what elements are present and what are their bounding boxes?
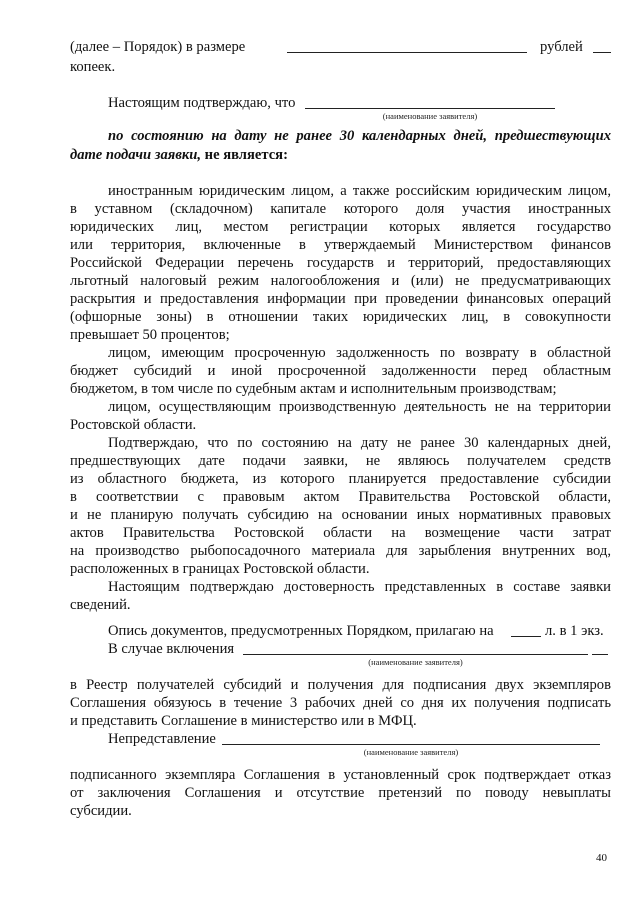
rubles-label: рублей xyxy=(540,39,583,55)
applicant-blank-2 xyxy=(243,654,588,655)
page-number: 40 xyxy=(596,852,607,864)
p4-line: из областного бюджета, из которого планируется предоставление субсидии xyxy=(70,471,611,487)
p4-line: предшествующих дате подачи заявки, не являюсь получателем средств xyxy=(70,453,611,469)
p1-line: Российской Федерации перечень государств и территорий, предоставляющих xyxy=(70,255,611,271)
p1-line: превышает 50 процентов; xyxy=(70,327,230,343)
p1-line: (офшорные зоны) в отношении таких юридических лиц, в совокупности xyxy=(70,309,611,325)
p3-line: Ростовской области. xyxy=(70,417,197,433)
p1-line: юридических лиц, местом регистрации которых является государство xyxy=(70,219,611,235)
p4-line: в соответствии с правовым актом Правительства Ростовской области, xyxy=(70,489,611,505)
inclusion-line: и представить Соглашение в министерство или в МФЦ. xyxy=(70,713,417,729)
amount-blank xyxy=(287,52,527,53)
applicant-blank-3 xyxy=(222,744,600,745)
p4-line: актов Правительства Ростовской области на возмещение части затрат xyxy=(70,525,611,541)
p2-line: бюджетом, в том числе по судебным актам и исполнительным производствам; xyxy=(70,381,557,397)
applicant-blank-1 xyxy=(305,108,555,109)
p4-line: и не планирую получать субсидию на основании иных нормативных правовых xyxy=(70,507,611,523)
inventory-lead: Опись документов, предусмотренных Порядком, прилагаю на xyxy=(108,623,494,639)
p4-line: расположенных в границах Ростовской области. xyxy=(70,561,370,577)
nonsubmission-lead: Непредставление xyxy=(108,731,216,747)
nonsubmission-line: подписанного экземпляра Соглашения в установленный срок подтверждает отказ xyxy=(70,767,611,783)
confirm-bold: не является: xyxy=(204,147,288,163)
p1-line: иностранным юридическим лицом, а также российским юридическим лицом, xyxy=(108,183,611,199)
applicant-caption-1: (наименование заявителя) xyxy=(382,111,478,121)
p2-line: бюджет субсидий и иной просроченной задолженности перед областным xyxy=(70,363,611,379)
p4-line: Подтверждаю, что по состоянию на дату не ранее 30 календарных дней, xyxy=(108,435,611,451)
applicant-blank-2-tail xyxy=(592,654,608,655)
inclusion-lead: В случае включения xyxy=(108,641,235,657)
confirm-bold-italic: дате подачи заявки, xyxy=(70,147,202,163)
p1-line: или территория, включенные в утверждаемый Министерством финансов xyxy=(70,237,611,253)
sheets-blank xyxy=(511,636,541,637)
nonsubmission-line: от заключения Соглашения и отсутствие претензий по поводу невыплаты xyxy=(70,785,611,801)
inclusion-line: в Реестр получателей субсидий и получения для подписания двух экземпляров xyxy=(70,677,611,693)
p1-line: в уставном (складочном) капитале которого доля участия иностранных xyxy=(70,201,611,217)
confirm-bold-line-1: по состоянию на дату не ранее 30 календарных дней, предшествующих xyxy=(108,128,611,144)
amount-lead: (далее – Порядок) в размере xyxy=(70,39,246,55)
kopecks-blank xyxy=(593,52,611,53)
confirm-bold-line-2 xyxy=(70,146,288,164)
p2-line: лицом, имеющим просроченную задолженность по возврату в областной xyxy=(108,345,611,361)
inclusion-line: Соглашения обязуюсь в течение 3 рабочих дней со дня их получения подписать xyxy=(70,695,611,711)
confirm-lead: Настоящим подтверждаю, что xyxy=(108,95,296,111)
p1-line: раскрытия и предоставления информации при проведении финансовых операций xyxy=(70,291,611,307)
p5-line: сведений. xyxy=(70,597,131,613)
p5-line: Настоящим подтверждаю достоверность представленных в составе заявки xyxy=(108,579,611,595)
kopecks-label: копеек. xyxy=(70,59,116,75)
p1-line: льготный налоговый режим налогообложения и (или) не предусматривающих xyxy=(70,273,611,289)
p3-line: лицом, осуществляющим производственную деятельность не на территории xyxy=(108,399,611,415)
nonsubmission-line: субсидии. xyxy=(70,803,132,819)
applicant-caption-3: (наименование заявителя) xyxy=(363,747,459,757)
applicant-caption-2: (наименование заявителя) xyxy=(368,657,463,667)
p4-line: на производство рыбопосадочного материала для зарыбления внутренних вод, xyxy=(70,543,611,559)
inventory-tail: л. в 1 экз. xyxy=(545,623,604,639)
